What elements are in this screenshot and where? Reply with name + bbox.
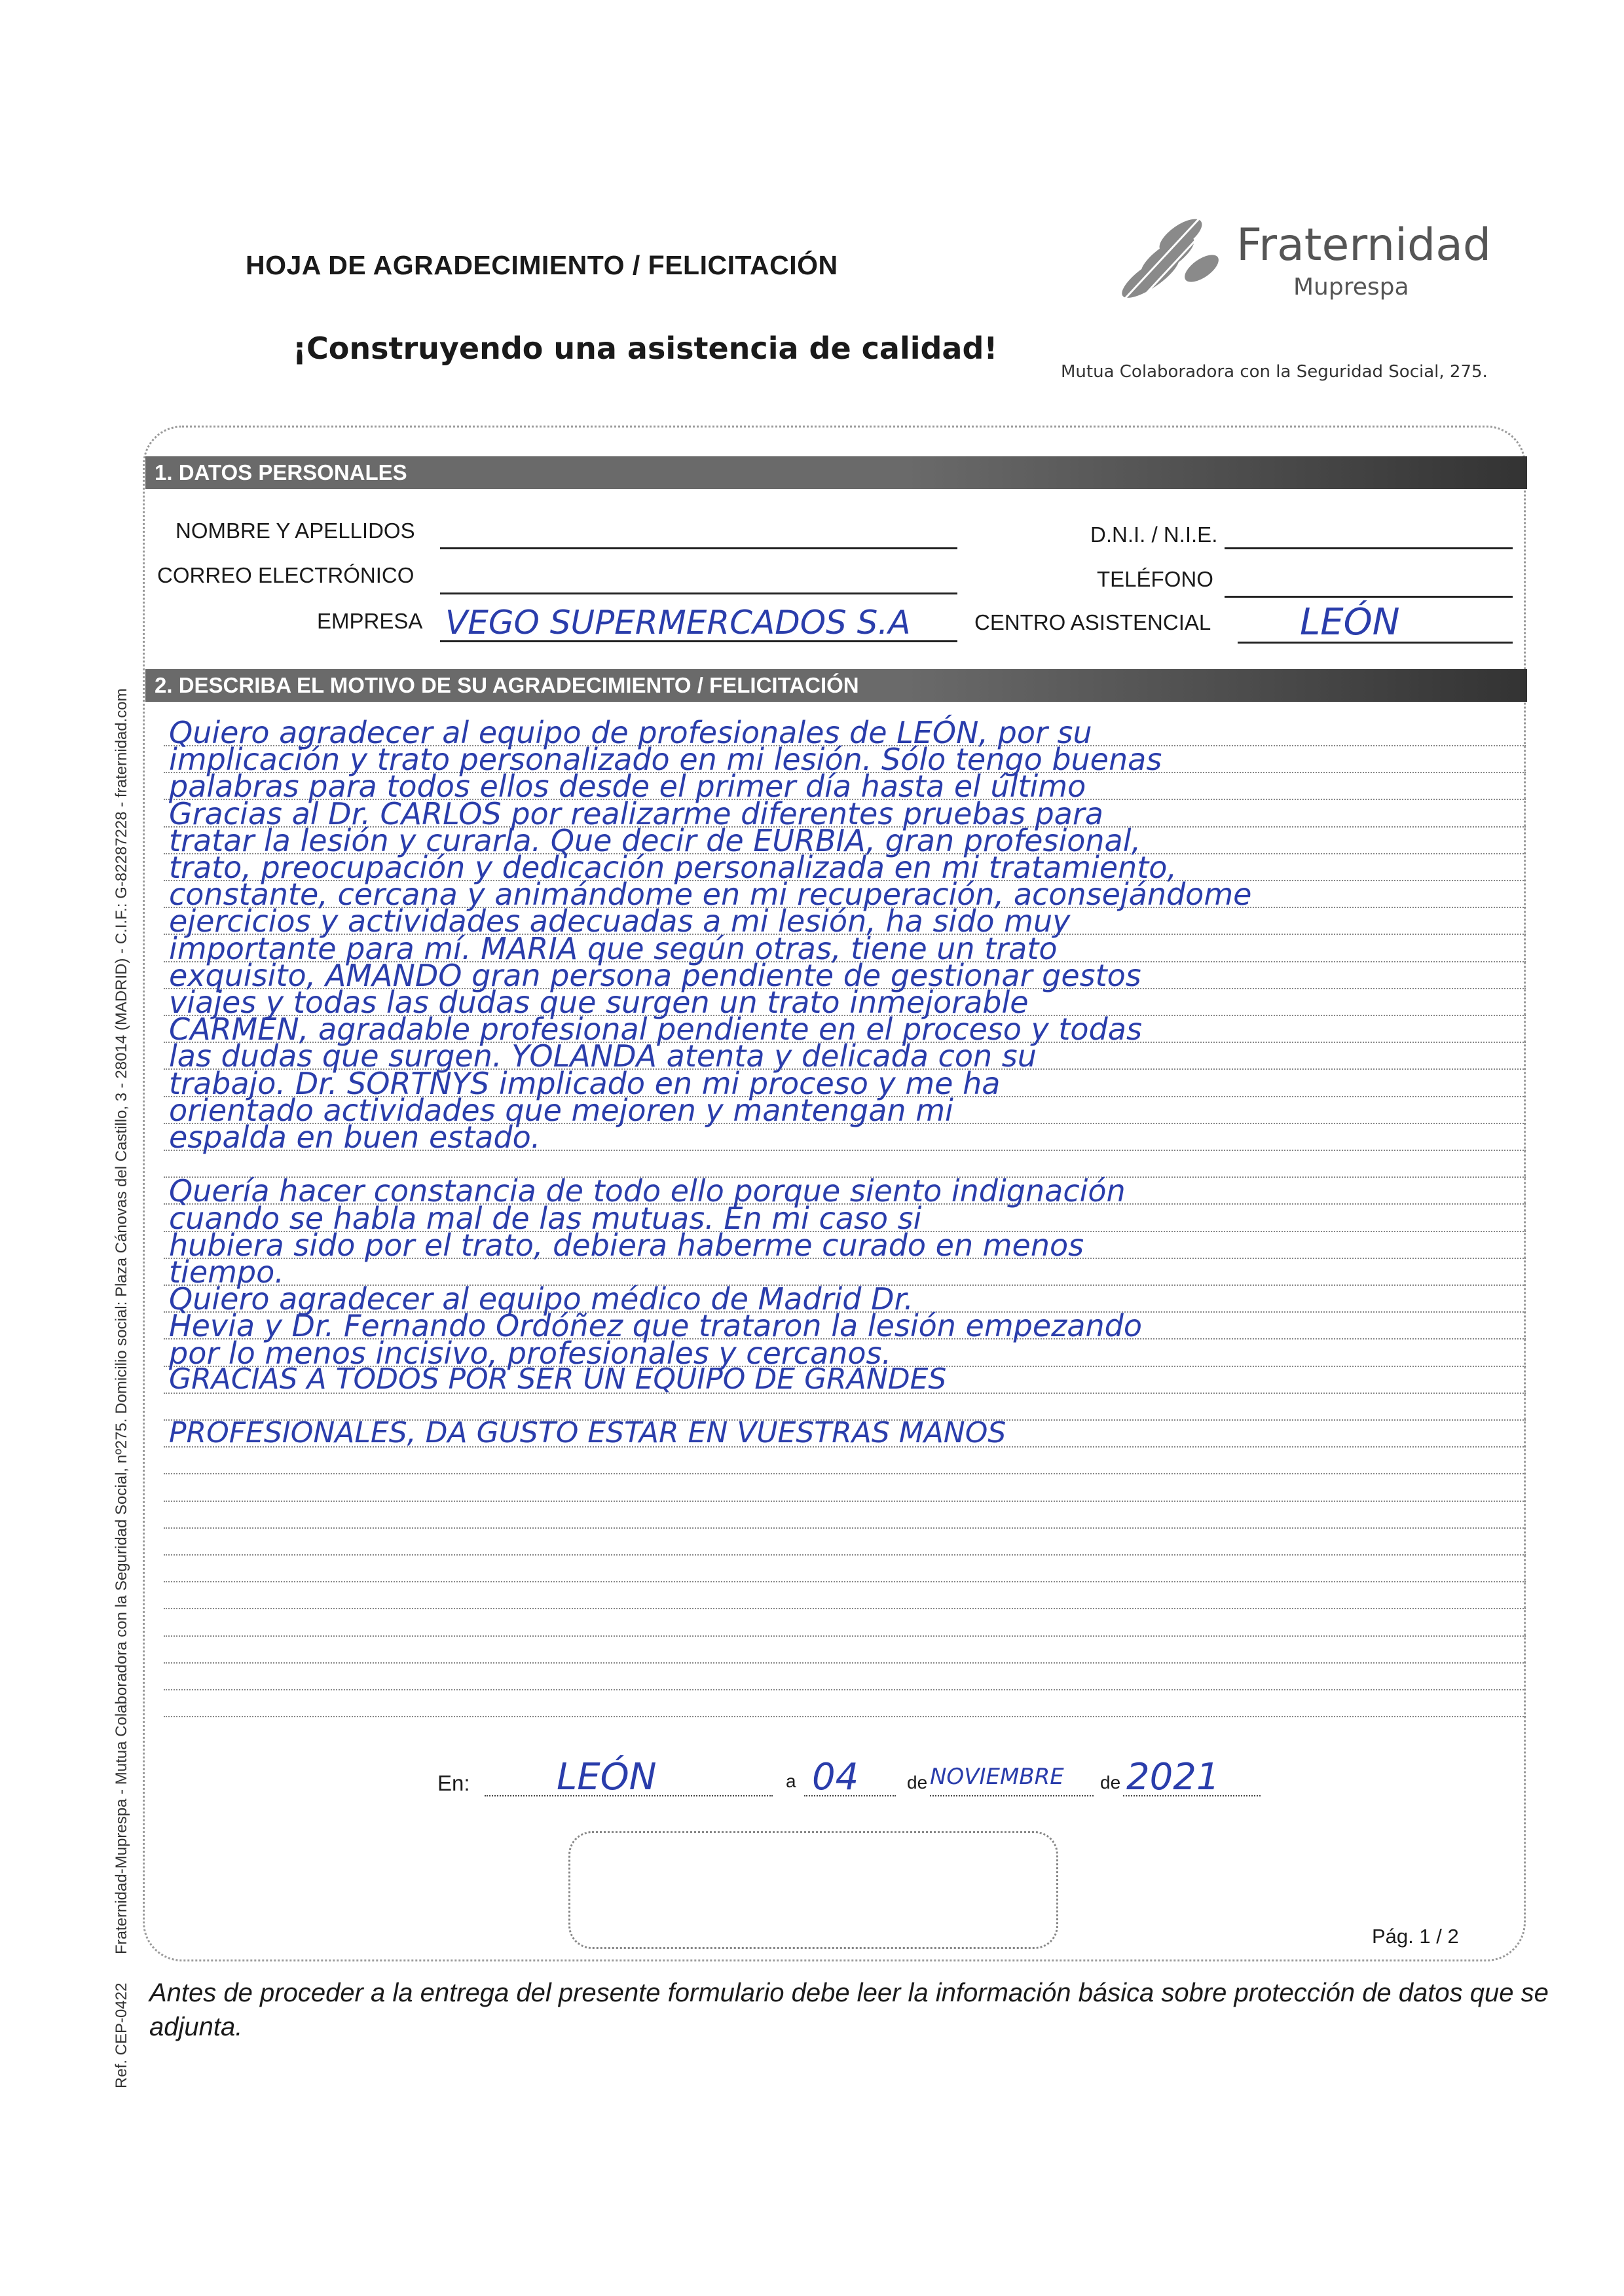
de2-label: de (1100, 1772, 1121, 1793)
logo-name: Fraternidad (1236, 219, 1492, 271)
handwritten-line: PROFESIONALES, DA GUSTO ESTAR EN VUESTRAS MANOS (169, 1416, 1006, 1450)
en-label: En: (437, 1771, 470, 1795)
telefono-label: TELÉFONO (1097, 567, 1213, 591)
legal-side-text: Fraternidad-Muprespa - Mutua Colaboradora con la Seguridad Social, nº275. Domicilio social: Plaza Cánovas del Castillo, 3 - 28014 (MADRID) - C.I.F.: G-82287228 - fraternidad.com (113, 688, 130, 1954)
ruled-line (164, 1716, 1526, 1717)
handwritten-line: palabras para todos ellos desde el primer día hasta el último (169, 769, 1086, 805)
signature-box[interactable] (568, 1831, 1058, 1949)
ruled-line (164, 1662, 1526, 1664)
data-protection-notice: Antes de proceder a la entrega del presente formulario debe leer la información básica sobre protección de datos que se adjunta. (149, 1978, 1549, 2041)
handwritten-line: trabajo. Dr. SORTNYS implicado en mi proceso y me ha (169, 1065, 1001, 1101)
handwritten-line: hubiera sido por el trato, debiera haberme curado en menos (169, 1227, 1084, 1263)
a-label: a (786, 1771, 796, 1791)
nombre-label: NOMBRE Y APELLIDOS (175, 519, 415, 543)
empresa-label: EMPRESA (317, 609, 423, 633)
telefono-field[interactable] (1225, 596, 1513, 598)
place-value: LEÓN (557, 1756, 657, 1798)
handwritten-line: por lo menos incisivo, profesionales y cercanos. (169, 1335, 892, 1371)
centro-value: LEÓN (1300, 601, 1400, 644)
handwritten-line: importante para mí. MARIA que según otras, tiene un trato (169, 930, 1058, 966)
page-number: Pág. 1 / 2 (1372, 1925, 1459, 1948)
empresa-value: VEGO SUPERMERCADOS S.A (445, 604, 911, 642)
handwritten-line: Gracias al Dr. CARLOS por realizarme diferentes pruebas para (169, 795, 1103, 831)
dni-field[interactable] (1225, 547, 1513, 549)
handwritten-line: ejercicios y actividades adecuadas a mi lesión, ha sido muy (169, 903, 1071, 939)
handwritten-line: constante, cercana y animándome en mi recuperación, aconsejándome (169, 877, 1252, 913)
nombre-field[interactable] (440, 547, 957, 549)
ruled-line (164, 1689, 1526, 1690)
handwritten-line: Hevia y Dr. Fernando Ordóñez que trataron la lesión empezando (169, 1308, 1142, 1344)
ref-code: Ref. CEP-0422 (113, 1982, 130, 2088)
month-value: NOVIEMBRE (930, 1764, 1064, 1790)
correo-field[interactable] (440, 592, 957, 594)
year-value: 2021 (1126, 1756, 1220, 1798)
ruled-line (164, 1608, 1526, 1609)
section-reason-header: 2. DESCRIBA EL MOTIVO DE SU AGRADECIMIENTO / FELICITACIÓN (145, 669, 1527, 702)
handwritten-line: viajes y todas las dudas que surgen un trato inmejorable (169, 985, 1029, 1020)
de-label: de (907, 1772, 928, 1793)
dni-label: D.N.I. / N.I.E. (1090, 522, 1218, 547)
handwritten-line: Quería hacer constancia de todo ello porque siento indignación (169, 1173, 1126, 1209)
section-personal-data-header: 1. DATOS PERSONALES (145, 456, 1527, 489)
handwritten-line: espalda en buen estado. (169, 1120, 541, 1155)
fraternidad-logo-icon (1103, 216, 1228, 308)
handwritten-line: tiempo. (169, 1254, 284, 1290)
ruled-line (164, 1554, 1526, 1556)
handwritten-line: tratar la lesión y curarla. Que decir de EURBIA, gran profesional, (169, 822, 1141, 858)
handwritten-line: cuando se habla mal de las mutuas. En mi caso si (169, 1200, 922, 1236)
month-field[interactable] (930, 1795, 1094, 1796)
logo-subname: Muprespa (1293, 274, 1409, 301)
ruled-line (164, 1581, 1526, 1582)
handwritten-line: GRACIAS A TODOS POR SER UN EQUIPO DE GRANDES (169, 1362, 947, 1396)
ruled-line (164, 1501, 1526, 1502)
ruled-line (164, 1527, 1526, 1529)
handwritten-line: exquisito, AMANDO gran persona pendiente de gestionar gestos (169, 957, 1141, 993)
handwritten-line: Quiero agradecer al equipo de profesionales de LEÓN, por su (169, 715, 1092, 750)
correo-label: CORREO ELECTRÓNICO (157, 563, 415, 587)
ruled-line (164, 1635, 1526, 1637)
handwritten-line: Quiero agradecer al equipo médico de Madrid Dr. (169, 1281, 913, 1317)
centro-label: CENTRO ASISTENCIAL (974, 610, 1211, 634)
handwritten-line: las dudas que surgen. YOLANDA atenta y delicada con su (169, 1038, 1037, 1074)
handwritten-line: implicación y trato personalizado en mi lesión. Sólo tengo buenas (169, 742, 1162, 778)
ruled-line (164, 1473, 1526, 1474)
day-value: 04 (812, 1756, 859, 1798)
handwritten-line: CARMEN, agradable profesional pendiente en el proceso y todas (169, 1011, 1142, 1048)
form-subtitle: ¡Construyendo una asistencia de calidad! (293, 331, 998, 366)
handwritten-line: orientado actividades que mejoren y mantengan mi (169, 1092, 953, 1128)
mutua-subtitle: Mutua Colaboradora con la Seguridad Social, 275. (1061, 362, 1488, 382)
form-title: HOJA DE AGRADECIMIENTO / FELICITACIÓN (246, 250, 838, 280)
handwritten-line: trato, preocupación y dedicación personalizada en mi tratamiento, (169, 850, 1177, 885)
